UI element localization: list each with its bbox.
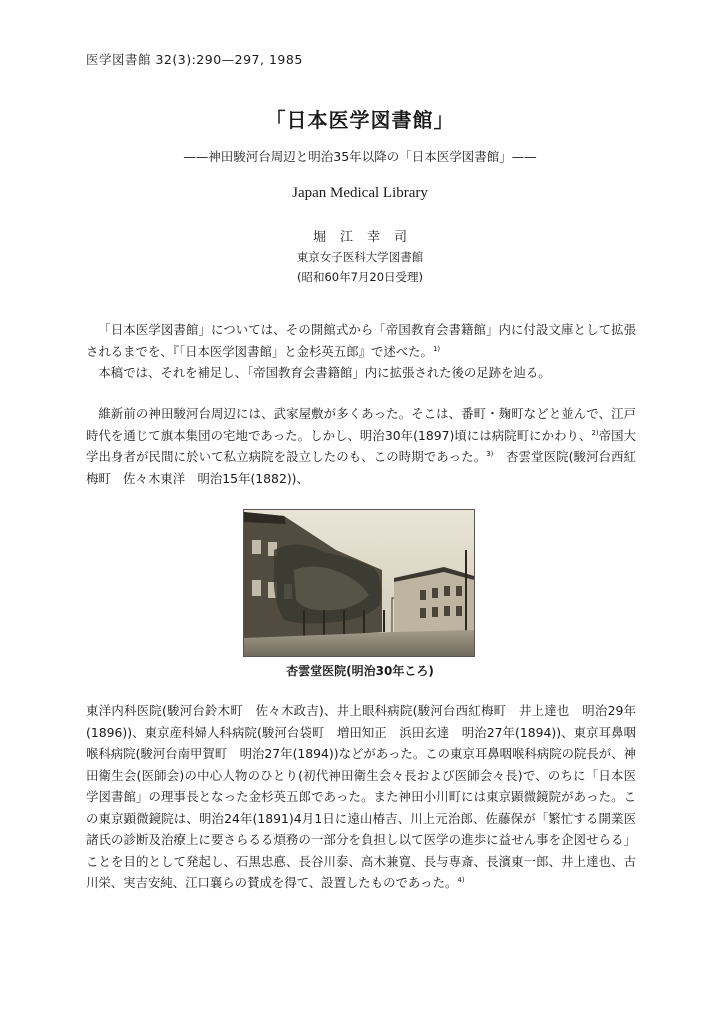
figure-caption: 杏雲堂医院(明治30年ころ) [286, 664, 434, 678]
section-1-paragraph [86, 403, 636, 489]
section-2-paragraph [86, 700, 636, 894]
section-1-text-c: 杏雲堂医院(駿河台西紅梅町 佐々木東洋 明治15年(1882))、 [86, 449, 636, 486]
section-1-text-a: 維新前の神田駿河台周辺には、武家屋敷が多くあった。そこは、番町・麹町などと並んで、江戸時代を通じて旗本集団の宅地であった。しかし、明治30年(1897)頃には病院町にかわり、 [86, 406, 636, 443]
author-name: 堀江幸司 [312, 230, 421, 245]
intro-section [86, 319, 636, 384]
author-affiliation: 東京女子医科大学図書館 [296, 250, 424, 264]
footnote-ref: 2) [591, 428, 599, 437]
hospital-photo [243, 509, 475, 657]
section-1 [86, 403, 636, 489]
english-title: Japan Medical Library [292, 185, 428, 201]
intro-text-2: 本稿では、それを補足し、「帝国教育会書籍館」内に拡張された後の足跡を辿る。 [98, 365, 551, 380]
intro-paragraph-2 [86, 362, 636, 384]
article-subtitle: ——神田駿河台周辺と明治35年以降の「日本医学図書館」—— [183, 149, 537, 164]
journal-citation: 医学図書館 32(3):290—297, 1985 [86, 52, 303, 67]
section-2 [86, 700, 636, 894]
intro-text-1: 「日本医学図書館」については、その開館式から「帝国教育会書籍館」内に付設文庫として拡張されるまでを、『「日本医学図書館」と金杉英五郎』で述べた。 [86, 322, 636, 359]
article-title: 「日本医学図書館」 [265, 108, 455, 132]
footnote-ref: 1) [432, 344, 441, 353]
footnote-ref: 3) [486, 450, 494, 458]
section-1-text-b: 帝国大学出身者が民間に於いて私立病院を設立したのも、この時期であった。 [86, 427, 637, 464]
section-2-text: 東洋内科医院(駿河台鈴木町 佐々木政吉)、井上眼科病院(駿河台西紅梅町 井上達也 明治29年(1896))、東京産科婦人科病院(駿河台袋町 増田知正 浜田玄達 明治27年(1894))、東京耳鼻咽喉科病院(駿河台南甲賀町 明治27年(1894))などがあった。この東京耳鼻咽喉科病院の院長が、神田衛生会(医師会)の中心人物のひとり(初代神田衛生会々長および医師会々長)で、のちに「日本医学図書館」の理事長となった金杉英五郎であった。また神田小川町には東京顕微鏡院があった。この東京顕微鏡院は、明治24年(1891)4月1日に遠山椿吉、川上元治郎、佐藤保が「繁忙する開業医諸氏の診断及治療上に要さらるる煩務の一部分を負担し以て医学の進歩に益せん事を企図せらる」ことを目的として発起し、石黒忠悳、長谷川泰、高木兼寛、長与専斎、長濱東一郎、井上達也、古川栄、実吉安純、江口襄らの賛成を得て、設置したものであった。 [86, 703, 636, 890]
footnote-ref: 4) [457, 876, 465, 884]
intro-paragraph-1 [86, 319, 636, 362]
received-date: (昭和60年7月20日受理) [296, 270, 424, 284]
